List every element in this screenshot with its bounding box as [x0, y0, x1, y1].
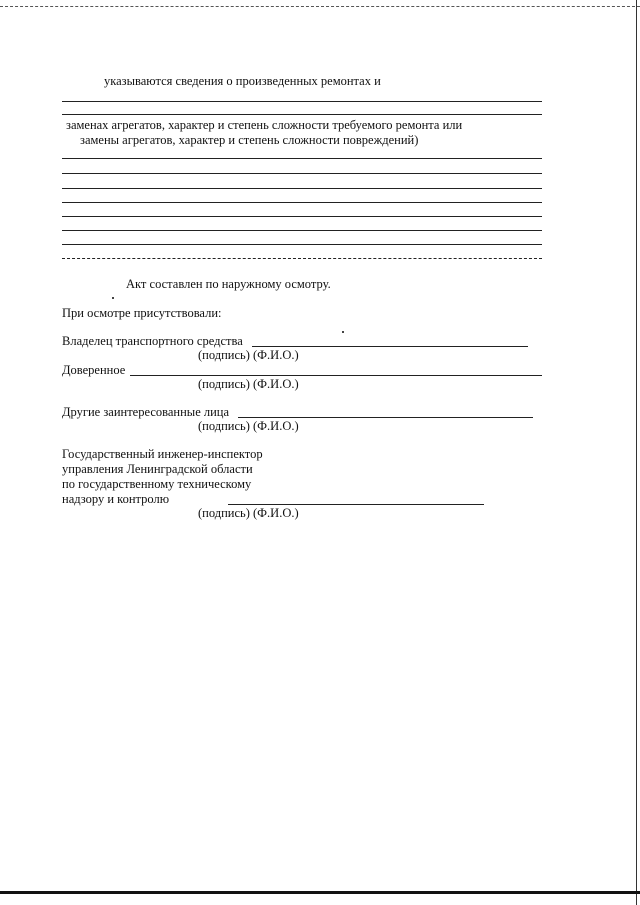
- fill-line: [62, 202, 542, 203]
- owner-label: Владелец транспортного средства: [62, 334, 243, 348]
- scan-top-edge: [0, 6, 640, 7]
- scan-speck: [112, 297, 114, 299]
- owner-caption: (подпись) (Ф.И.О.): [198, 348, 299, 362]
- fill-line: [62, 244, 542, 245]
- other-parties-caption: (подпись) (Ф.И.О.): [198, 419, 299, 433]
- reason-text-line-3: замены агрегатов, характер и степень сложности повреждений): [80, 133, 419, 147]
- inspector-caption: (подпись) (Ф.И.О.): [198, 506, 299, 520]
- act-statement: Акт составлен по наружному осмотру.: [126, 277, 331, 291]
- inspector-title-line-4: надзору и контролю: [62, 492, 170, 506]
- fill-line: [62, 230, 542, 231]
- inspector-title-line-2: управления Ленинградской области: [62, 462, 253, 476]
- present-heading: При осмотре присутствовали:: [62, 306, 222, 320]
- scan-bottom-edge: [0, 891, 640, 894]
- scan-speck: [342, 331, 344, 333]
- trustee-label: Доверенное: [62, 363, 126, 377]
- fill-line: [62, 173, 542, 174]
- fill-line: [62, 188, 542, 189]
- reason-text-line-1: указываются сведения о произведенных ремонтах и: [104, 74, 381, 88]
- inspector-signature-line: [228, 504, 484, 505]
- fill-line: [62, 101, 542, 102]
- fill-line: [62, 216, 542, 217]
- other-parties-label: Другие заинтересованные лица: [62, 405, 230, 419]
- trustee-signature-line: [130, 375, 542, 376]
- other-parties-signature-line: [238, 417, 533, 418]
- owner-signature-line: [252, 346, 528, 347]
- fill-line: [62, 258, 542, 259]
- inspector-title-line-1: Государственный инженер-инспектор: [62, 447, 263, 461]
- reason-text-line-2: заменах агрегатов, характер и степень сложности требуемого ремонта или: [66, 118, 463, 132]
- inspector-title-line-3: по государственному техническому: [62, 477, 252, 491]
- fill-line: [62, 158, 542, 159]
- trustee-caption: (подпись) (Ф.И.О.): [198, 377, 299, 391]
- scan-right-edge: [636, 0, 637, 905]
- fill-line: [62, 114, 542, 115]
